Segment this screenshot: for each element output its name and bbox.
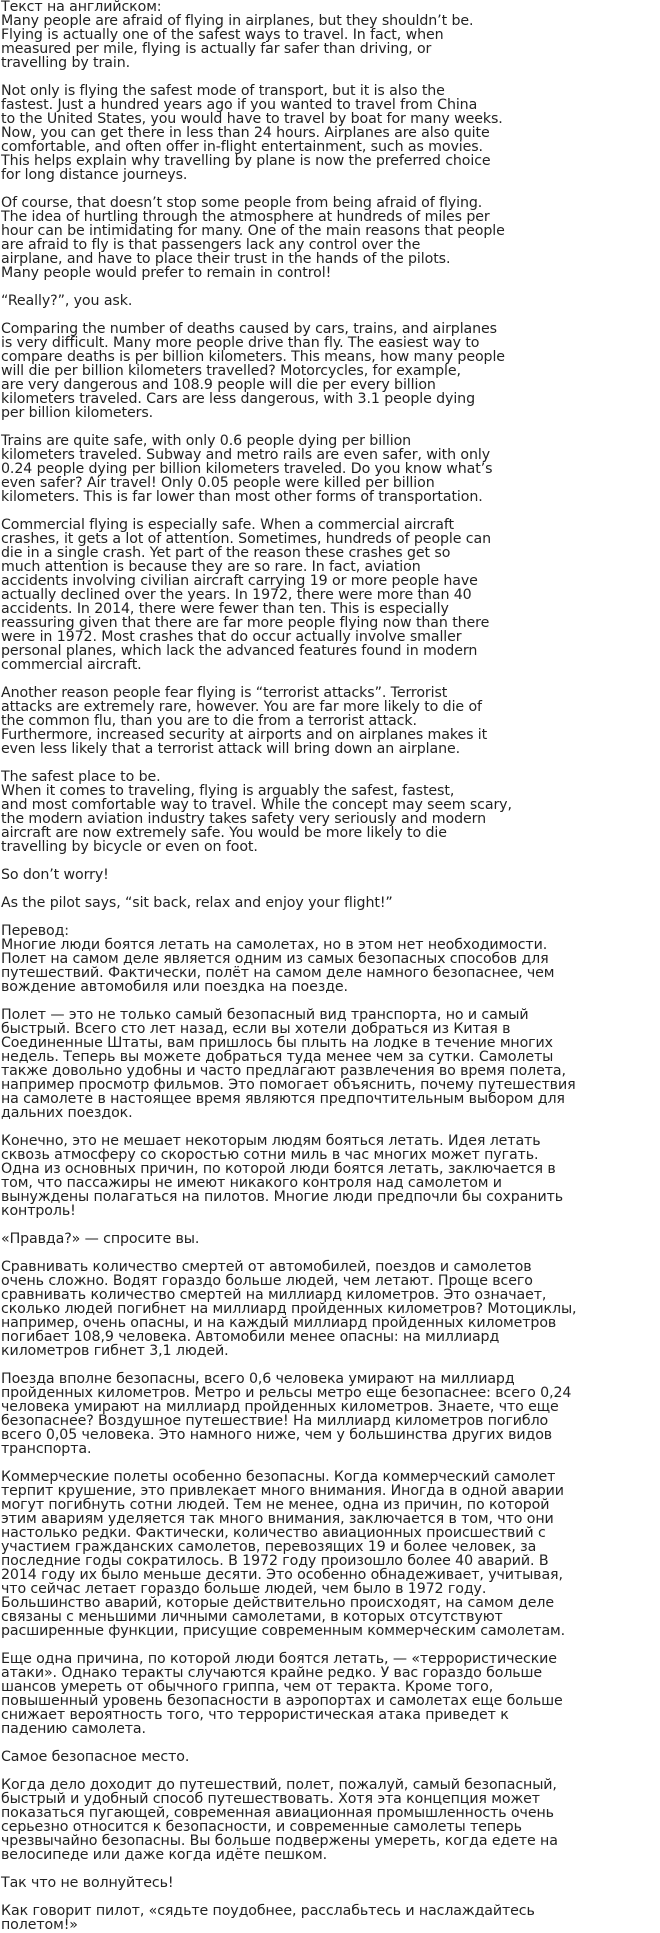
russian-paragraph-1: Многие люди боятся летать на самолетах, но в этом нет необходимости. Полет на самом деле является одним из самых безопасных способов для путешествий. Фактически, полёт на самом деле намного безопаснее, чем вождение автомобиля или поездка на поезде. [1,937,555,995]
russian-paragraph-6: Поезда вполне безопасны, всего 0,6 человека умирают на миллиард пройденных километров. Метро и рельсы метро еще безопаснее: всего 0,24 человека умирают на миллиард пройденных километров. Знаете, что еще безопаснее? Воздушное путешествие! На миллиард километров погибло всего 0,05 человека. Это намного ниже, чем у большинства других видов транспорта. [1,1371,572,1457]
paragraph-gap [1,70,659,84]
russian-paragraph-4: «Правда?» — спросите вы. [1,1231,200,1247]
english-paragraph-6: Trains are quite safe, with only 0.6 people dying per billion kilometers traveled. Subway and metro rails are even safer, with only 0.24 people dying per billion kilometers traveled. Do you know what’s even safer? Air travel! Only 0.05 people were killed per billion kilometers. This is far lower than most other forms of transportation. [1,433,493,505]
paragraph-gap [1,1358,659,1372]
english-paragraph-4: “Really?”, you ask. [1,293,133,309]
paragraph-gap [1,854,659,868]
english-paragraph-3: Of course, that doesn’t stop some people from being afraid of flying. The idea of hurtling through the atmosphere at hundreds of miles per hour can be intimidating for many. One of the main reasons that people are afraid to fly is that passengers lack any control over the airplane, and have to place their trust in the hands of the pilots. Many people would prefer to remain in control! [1,195,505,281]
paragraph-gap [1,672,659,686]
russian-paragraph-12: Как говорит пилот, «сядьте поудобнее, расслабьтесь и наслаждайтесь полетом!» [1,1903,535,1933]
english-paragraph-5: Comparing the number of deaths caused by cars, trains, and airplanes is very difficult. Many more people drive than fly. The easiest way to compare deaths is per billion kilometers. This means, how many people will die per billion kilometers travelled? Motorcycles, for example, are very dangerous and 108.9 people will die per every billion kilometers traveled. Cars are less dangerous, with 3.1 people dying per billion kilometers. [1,321,505,421]
russian-paragraph-8: Еще одна причина, по которой люди боятся летать, — «террористические атаки». Однако теракты случаются крайне редко. У вас гораздо больше шансов умереть от обычного гриппа, чем от теракта. Кроме того, повышенный уровень безопасности в аэропортах и самолетах еще больше снижает вероятность того, что террористическая атака приведет к падению самолета. [1,1651,563,1737]
russian-heading: Перевод: [1,923,69,939]
russian-paragraph-2: Полет — это не только самый безопасный вид транспорта, но и самый быстрый. Всего сто лет назад, если вы хотели добраться из Китая в Соединенные Штаты, вам пришлось бы плыть на лодке в течение многих недель. Теперь вы можете добраться туда менее чем за сутки. Самолеты также довольно удобны и часто предлагают развлечения во время полета, например просмотр фильмов. Это помогает объяснить, почему путешествия на самолете в настоящее время являются предпочтительным выбором для дальних поездок. [1,1007,576,1121]
paragraph-gap [1,504,659,518]
paragraph-gap [1,1890,659,1904]
paragraph-gap [1,1456,659,1470]
paragraph-gap [1,1638,659,1652]
english-paragraph-8: Another reason people fear flying is “terrorist attacks”. Terrorist attacks are extremely rare, however. You are far more likely to die of the common flu, than you are to die from a terrorist attack. Furthermore, increased security at airports and on airplanes makes it even less likely that a terrorist attack will bring down an airplane. [1,685,488,757]
paragraph-gap [1,308,659,322]
paragraph-gap [1,756,659,770]
paragraph-gap [1,910,659,924]
paragraph-gap [1,420,659,434]
paragraph-gap [1,280,659,294]
russian-paragraph-10: Когда дело доходит до путешествий, полет, пожалуй, самый безопасный, быстрый и удобный способ путешествовать. Хотя эта концепция может показаться пугающей, современная авиационная промышленность очень серьезно относится к безопасности, и современные самолеты теперь чрезвычайно безопасны. Вы больше подвержены умереть, когда едете на велосипеде или даже когда идёте пешком. [1,1777,558,1863]
paragraph-gap [1,1246,659,1260]
english-paragraph-9: The safest place to be. When it comes to traveling, flying is arguably the safest, fastest, and most comfortable way to travel. While the concept may seem scary, the modern aviation industry takes safety very seriously and modern aircraft are now extremely safe. You would be more likely to die travelling by bicycle or even on foot. [1,769,512,855]
paragraph-gap [1,882,659,896]
russian-paragraph-3: Конечно, это не мешает некоторым людям бояться летать. Идея летать сквозь атмосферу со скоростью сотни миль в час многих может пугать. Одна из основных причин, по которой люди боятся летать, заключается в том, что пассажиры не имеют никакого контроля над самолетом и вынуждены полагаться на пилотов. Многие люди предпочли бы сохранить контроль! [1,1133,564,1219]
russian-paragraph-7: Коммерческие полеты особенно безопасны. Когда коммерческий самолет терпит крушение, это привлекает много внимания. Иногда в одной аварии могут погибнуть сотни людей. Тем не менее, одна из причин, по которой этим авариям уделяется так много внимания, заключается в том, что они настолько редки. Фактически, количество авиационных происшествий с участием гражданских самолетов, перевозящих 19 и более человек, за последние годы сократилось. В 1972 году произошло более 40 аварий. В 2014 году их было меньше десяти. Это особенно обнадеживает, учитывая, что сейчас летает гораздо больше людей, чем было в 1972 году. Большинство аварий, которые действительно происходят, на самом деле связаны с меньшими личными самолетами, в которых отсутствуют расширенные функции, присущие современным коммерческим самолетам. [1,1469,566,1639]
english-paragraph-10: So don’t worry! [1,867,109,883]
russian-paragraph-5: Сравнивать количество смертей от автомобилей, поездов и самолетов очень сложно. Водят гораздо больше людей, чем летают. Проще всего сравнивать количество смертей на миллиард километров. Это означает, сколько людей погибнет на миллиард пройденных километров? Мотоциклы, например, очень опасны, и на каждый миллиард пройденных километров погибает 108,9 человека. Автомобили менее опасны: на миллиард километров гибнет 3,1 людей. [1,1259,577,1359]
paragraph-gap [1,994,659,1008]
paragraph-gap [1,182,659,196]
english-heading: Текст на английском: [1,0,162,15]
english-paragraph-7: Commercial flying is especially safe. When a commercial aircraft crashes, it gets a lot of attention. Sometimes, hundreds of people can die in a single crash. Yet part of the reason these crashes get so much attention is because they are so rare. In fact, aviation accidents involving civilian aircraft carrying 19 or more people have actually declined over the years. In 1972, there were more than 40 accidents. In 2014, there were fewer than ten. This is especially reassuring given that there are far more people flying now than there were in 1972. Most crashes that do occur actually involve smaller personal planes, which lack the advanced features found in modern commercial aircraft. [1,517,491,673]
russian-paragraph-9: Самое безопасное место. [1,1749,190,1765]
paragraph-gap [1,1764,659,1778]
paragraph-gap [1,1218,659,1232]
paragraph-gap [1,1736,659,1750]
russian-paragraph-11: Так что не волнуйтесь! [1,1875,174,1891]
english-paragraph-2: Not only is flying the safest mode of transport, but it is also the fastest. Just a hundred years ago if you wanted to travel from China to the United States, you would have to travel by boat for many weeks. Now, you can get there in less than 24 hours. Airplanes are also quite comfortable, and often offer in-flight entertainment, such as movies. This helps explain why travelling by plane is now the preferred choice for long distance journeys. [1,83,503,183]
paragraph-gap [1,1862,659,1876]
english-paragraph-1: Many people are afraid of flying in airplanes, but they shouldn’t be. Flying is actually one of the safest ways to travel. In fact, when measured per mile, flying is actually far safer than driving, or travelling by train. [1,13,474,71]
paragraph-gap [1,1120,659,1134]
english-paragraph-11: As the pilot says, “sit back, relax and enjoy your flight!” [1,895,393,911]
